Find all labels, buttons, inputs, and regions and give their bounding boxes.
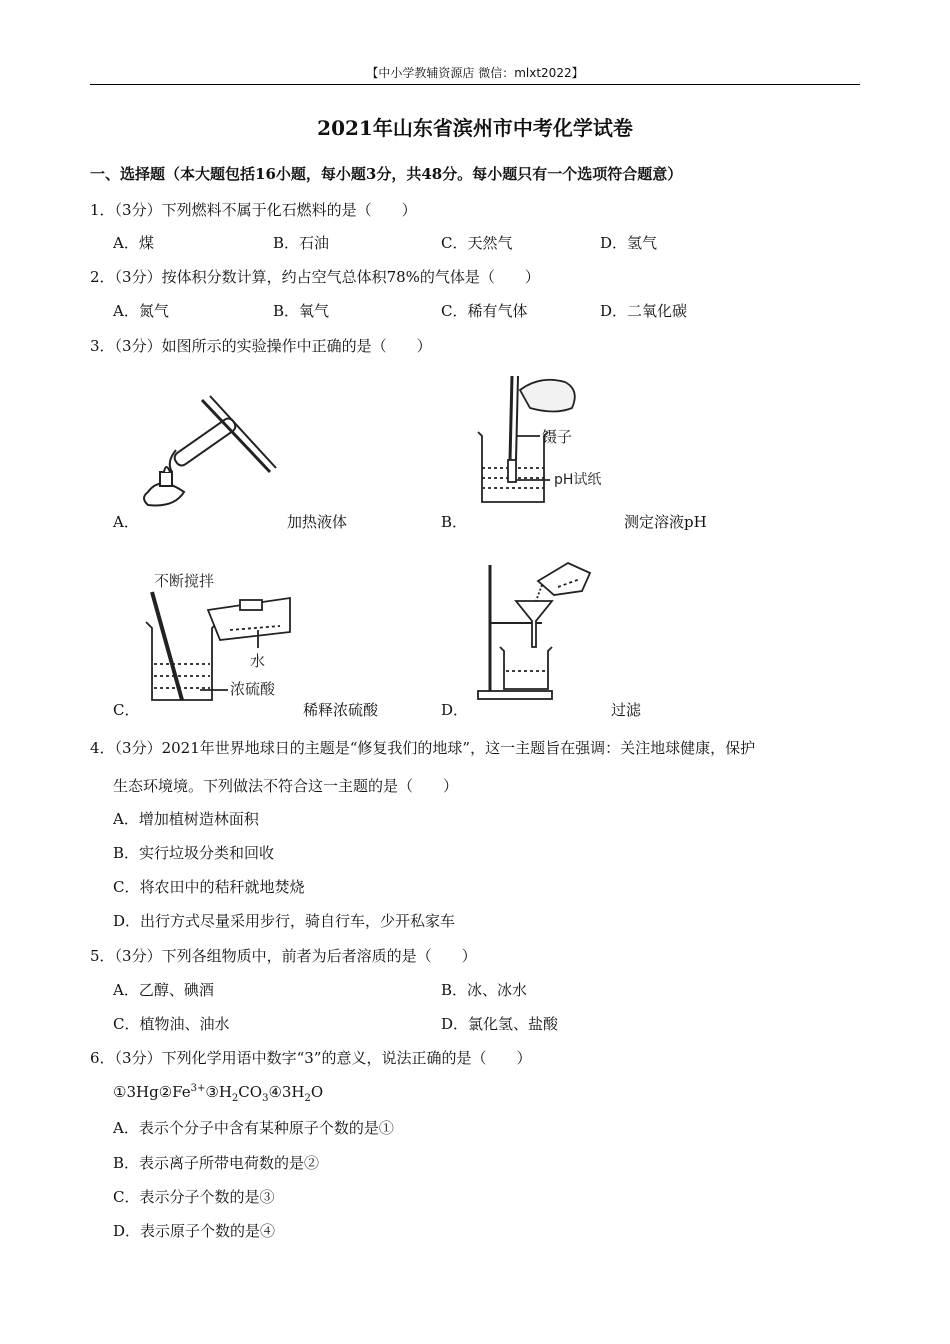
q6-option-b: B．表示离子所带电荷数的是②	[113, 1154, 320, 1172]
q4-option-a: A．增加植树造林面积	[113, 810, 259, 828]
q2-option-c: C．稀有气体	[441, 302, 528, 320]
q6-formula-2: Fe	[172, 1083, 191, 1101]
section-heading: 一、选择题（本大题包括16小题，每小题3分，共48分。每小题只有一个选项符合题意）	[90, 165, 683, 183]
q3-option-b-letter: B．	[441, 513, 468, 531]
q6-marker-2: ②	[158, 1083, 173, 1101]
q6-formulas	[113, 1083, 323, 1104]
figure-filtration	[472, 555, 602, 705]
q2-option-a: A．氮气	[113, 302, 169, 320]
q6-formula-4a: 3H	[281, 1083, 305, 1101]
q5-option-a: A．乙醇、碘酒	[113, 981, 214, 999]
q3-option-d-letter: D．	[441, 701, 469, 719]
q6-formula-3b: CO	[238, 1083, 263, 1101]
q5-option-d: D．氯化氢、盐酸	[441, 1015, 559, 1033]
q6-formula-3a: H	[218, 1083, 232, 1101]
q5-option-c: C．植物油、油水	[113, 1015, 230, 1033]
q6-marker-1: ①	[113, 1083, 127, 1101]
figure-c-label-water: 水	[250, 652, 266, 670]
q5-option-b: B．冰、冰水	[441, 981, 528, 999]
q3-option-a-caption: 加热液体	[287, 513, 348, 531]
q6-option-d: D．表示原子个数的是④	[113, 1222, 276, 1240]
q6-marker-3: ③	[205, 1083, 219, 1101]
figure-c-label-acid: 浓硫酸	[230, 680, 276, 698]
q5-stem: 5．（3分）下列各组物质中，前者为后者溶质的是（ ）	[90, 947, 477, 965]
q3-option-a-letter: A．	[113, 513, 139, 531]
q6-formula-2-charge: 3+	[190, 1083, 206, 1094]
q1-option-b: B．石油	[273, 234, 330, 252]
q6-option-a: A．表示个分子中含有某种原子个数的是①	[113, 1119, 394, 1137]
q6-formula-3-sub-a: 2	[231, 1093, 239, 1104]
q2-stem: 2．（3分）按体积分数计算，约占空气总体积78%的气体是（ ）	[90, 268, 540, 286]
q1-option-c: C．天然气	[441, 234, 513, 252]
q4-option-c: C．将农田中的秸秆就地焚烧	[113, 878, 305, 896]
figure-measure-ph	[470, 370, 620, 510]
q3-stem: 3．（3分）如图所示的实验操作中正确的是（ ）	[90, 337, 432, 355]
page-title: 2021年山东省滨州市中考化学试卷	[317, 116, 633, 140]
q3-option-b-caption: 测定溶液pH	[624, 513, 707, 531]
q2-option-d: D．二氧化碳	[600, 302, 688, 320]
header-rule	[90, 84, 860, 85]
figure-c-label-stir: 不断搅拌	[154, 572, 215, 590]
q4-stem-line2: 生态环境境。下列做法不符合这一主题的是（ ）	[113, 777, 459, 795]
q6-formula-4-sub: 2	[304, 1093, 311, 1104]
q6-formula-4b: O	[310, 1083, 324, 1101]
figure-b-label-ph-paper: pH试纸	[554, 472, 602, 488]
q1-option-a: A．煤	[113, 234, 154, 252]
q4-stem-line1: 4．（3分）2021年世界地球日的主题是“修复我们的地球”，这一主题旨在强调：关注地球健康，保护	[90, 739, 756, 757]
figure-dilute-acid	[140, 572, 300, 707]
q3-option-c-letter: C．	[113, 701, 140, 719]
q3-option-d-caption: 过滤	[611, 701, 642, 719]
q6-formula-1: 3Hg	[126, 1083, 159, 1101]
q6-stem: 6．（3分）下列化学用语中数字“3”的意义，说法正确的是（ ）	[90, 1049, 532, 1067]
figure-b-label-tweezers: 镊子	[542, 428, 573, 446]
q6-marker-4: ④	[268, 1083, 282, 1101]
q3-option-c-caption: 稀释浓硫酸	[303, 701, 379, 719]
q6-option-c: C．表示分子个数的是③	[113, 1188, 275, 1206]
q1-stem: 1．（3分）下列燃料不属于化石燃料的是（ ）	[90, 201, 417, 219]
q4-option-d: D．出行方式尽量采用步行，骑自行车，少开私家车	[113, 912, 456, 930]
q4-option-b: B．实行垃圾分类和回收	[113, 844, 275, 862]
header-watermark: 【中小学教辅资源店 微信：mlxt2022】	[366, 66, 584, 80]
figure-heating-liquid	[140, 380, 285, 515]
q2-option-b: B．氧气	[273, 302, 330, 320]
q6-formula-3-sub-b: 3	[262, 1093, 269, 1104]
q1-option-d: D．氢气	[600, 234, 658, 252]
